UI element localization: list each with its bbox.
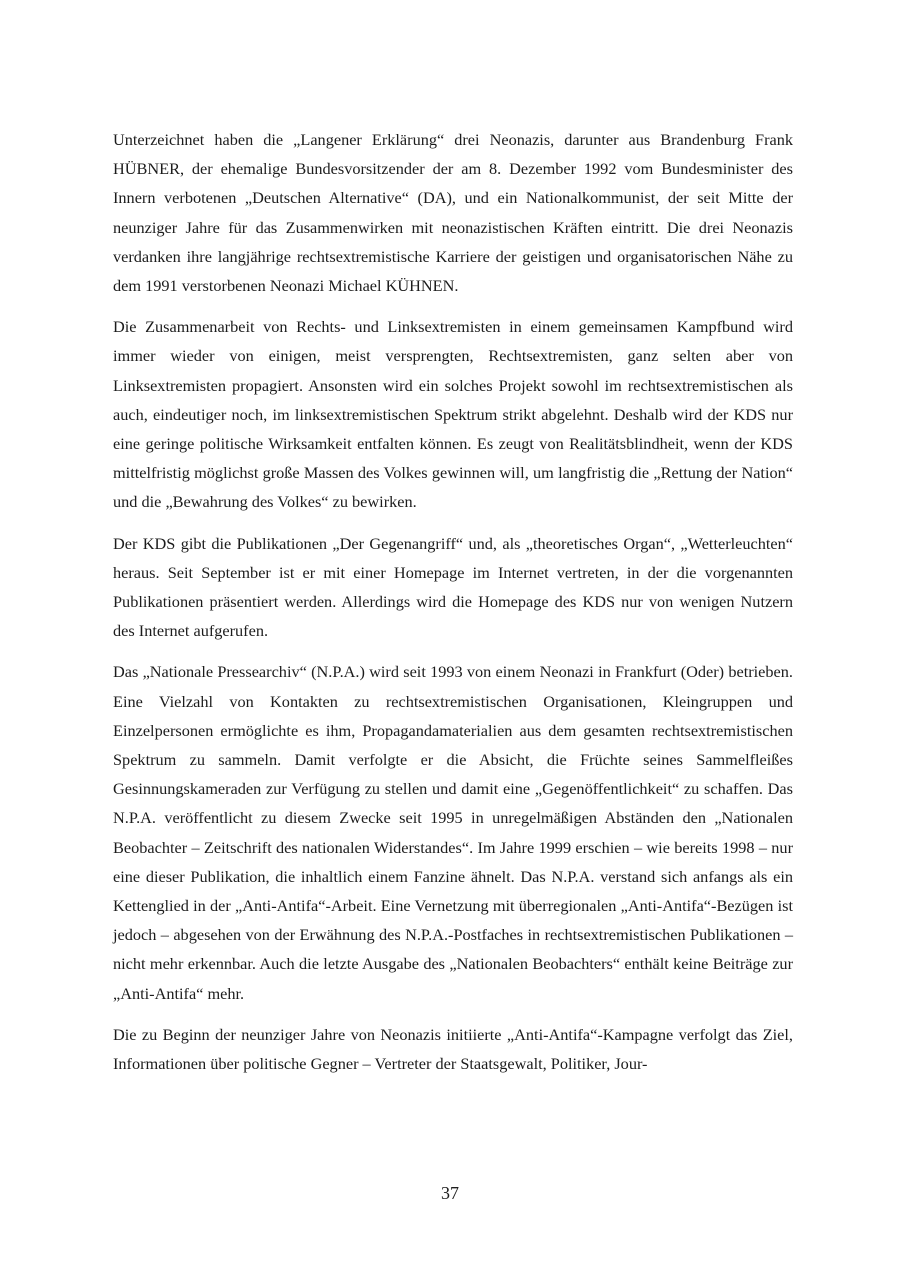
page-number: 37 xyxy=(441,1183,459,1203)
paragraph-nationales-pressearchiv: Das „Nationale Pressearchiv“ (N.P.A.) wird seit 1993 von einem Neonazi in Frankfurt (Oder) betrieben. Eine Vielzahl von Kontakten zu rechtsextremistischen Organisationen, Kleingruppen und Einzelpersonen ermöglichte es ihm, Propagandamaterialien aus dem gesamten rechtsextremistischen Spektrum zu sammeln. Damit verfolgte er die Absicht, die Früchte seines Sammelfleißes Gesinnungskameraden zur Verfügung zu stellen und damit eine „Gegenöffentlichkeit“ zu schaffen. Das N.P.A. veröffentlicht zu diesem Zwecke seit 1995 in unregelmäßigen Abständen den „Nationalen Beobachter – Zeitschrift des nationalen Widerstandes“. Im Jahre 1999 erschien – wie bereits 1998 – nur eine dieser Publikation, die inhaltlich einem Fanzine ähnelt. Das N.P.A. verstand sich anfangs als ein Kettenglied in der „Anti-Antifa“-Arbeit. Eine Vernetzung mit überregionalen „Anti-Antifa“-Bezügen ist jedoch – abgesehen von der Erwähnung des N.P.A.-Postfaches in rechtsextremistischen Publikationen – nicht mehr erkennbar. Auch die letzte Ausgabe des „Nationalen Beobachters“ enthält keine Beiträge zur „Anti-Antifa“ mehr. xyxy=(113,662,793,1003)
paragraph-kds-publikationen: Der KDS gibt die Publikationen „Der Gegenangriff“ und, als „theoretisches Organ“, „Wetterleuchten“ heraus. Seit September ist er mit einer Homepage im Internet vertreten, in der die vorgenannten Publikationen präsentiert werden. Allerdings wird die Homepage des KDS nur von wenigen Nutzern des Internet aufgerufen. xyxy=(113,533,793,641)
paragraph-anti-antifa-kampagne: Die zu Beginn der neunziger Jahre von Neonazis initiierte „Anti-Antifa“-Kampagne verfolgt das Ziel, Informationen über politische Gegner – Vertreter der Staatsgewalt, Politiker, Jour- xyxy=(113,1024,793,1074)
paragraph-zusammenarbeit: Die Zusammenarbeit von Rechts- und Linksextremisten in einem gemeinsamen Kampfbund wird immer wieder von einigen, meist versprengten, Rechtsextremisten, ganz selten aber von Linksextremisten propagiert. Ansonsten wird ein solches Projekt sowohl im rechtsextremistischen als auch, eindeutiger noch, im linksextremistischen Spektrum strikt abgelehnt. Deshalb wird der KDS nur eine geringe politische Wirksamkeit entfalten können. Es zeugt von Realitätsblindheit, wenn der KDS mittelfristig möglichst große Massen des Volkes gewinnen will, um langfristig die „Rettung der Nation“ und die „Bewahrung des Volkes“ zu bewirken. xyxy=(113,317,793,512)
paragraph-langener-erklaerung: Unterzeichnet haben die „Langener Erklärung“ drei Neonazis, darunter aus Brandenburg Frank HÜBNER, der ehemalige Bundesvorsitzender der am 8. Dezember 1992 vom Bundesminister des Innern verbotenen „Deutschen Alternative“ (DA), und ein Nationalkommunist, der seit Mitte der neunziger Jahre für das Zusammenwirken mit neonazistischen Kräften eintritt. Die drei Neonazis verdanken ihre langjährige rechtsextremistische Karriere der geistigen und organisatorischen Nähe zu dem 1991 verstorbenen Neonazi Michael KÜHNEN. xyxy=(113,130,793,296)
body-text xyxy=(113,125,793,1078)
